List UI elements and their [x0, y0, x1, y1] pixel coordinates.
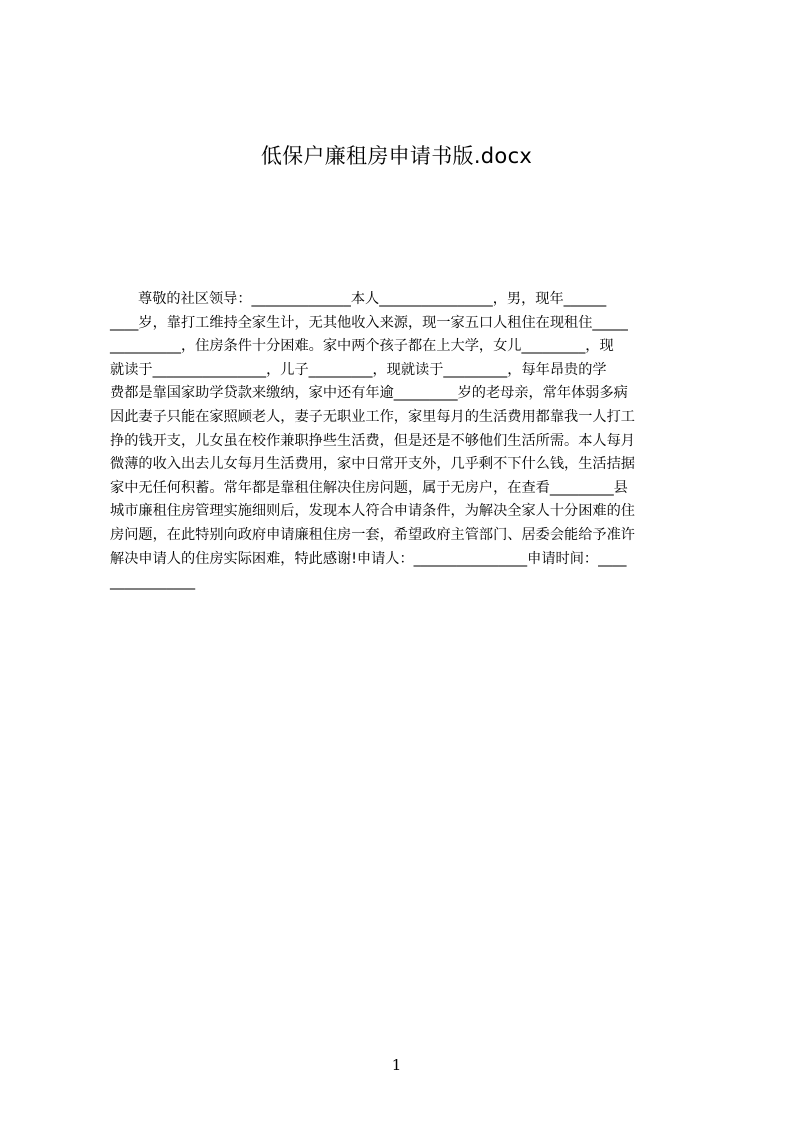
body-line-11: 房问题，在此特别向政府申请廉租住房一套，希望政府主管部门、居委会能给予准许	[110, 526, 635, 543]
document-title: 低保户廉租房申请书版.docx	[260, 144, 533, 168]
body-line-10: 城市廉租住房管理实施细则后，发现本人符合申请条件，为解决全家人十分困难的住	[110, 503, 635, 520]
body-line-6: 因此妻子只能在家照顾老人，妻子无职业工作，家里每月的生活费用都靠我一人打工	[110, 408, 635, 425]
document-body	[110, 288, 702, 595]
body-line-12: 解决申请人的住房实际困难，特此感谢!申请人：________________申请时间：____	[110, 550, 627, 567]
body-line-5: 费都是靠国家助学贷款来缴纳，家中还有年逾_________岁的老母亲，常年体弱多病	[110, 385, 628, 402]
body-line-8: 微薄的收入出去儿女每月生活费用，家中日常开支外，几乎剩不下什么钱，生活拮据	[110, 456, 635, 473]
body-line-1	[110, 288, 702, 312]
body-line-13: ____________	[110, 574, 196, 591]
body-line-2: ____岁，靠打工维持全家生计，无其他收入来源，现一家五口人租住在现租住_____	[110, 314, 628, 331]
body-line-1-text: 尊敬的社区领导：______________本人________________，男，现年______	[138, 291, 607, 307]
body-line-9: 家中无任何积蓄。常年都是靠租住解决住房问题，属于无房户，在查看_________县	[110, 479, 628, 496]
body-line-3: __________，住房条件十分困难。家中两个孩子都在上大学，女儿_________，现	[110, 338, 614, 355]
body-line-7: 挣的钱开支，儿女虽在校作兼职挣些生活费，但是还是不够他们生活所需。本人每月	[110, 432, 635, 449]
page-number: 1	[391, 1056, 402, 1074]
body-line-4: 就读于________________，儿子_________，现就读于_________，每年昂贵的学	[110, 361, 607, 378]
